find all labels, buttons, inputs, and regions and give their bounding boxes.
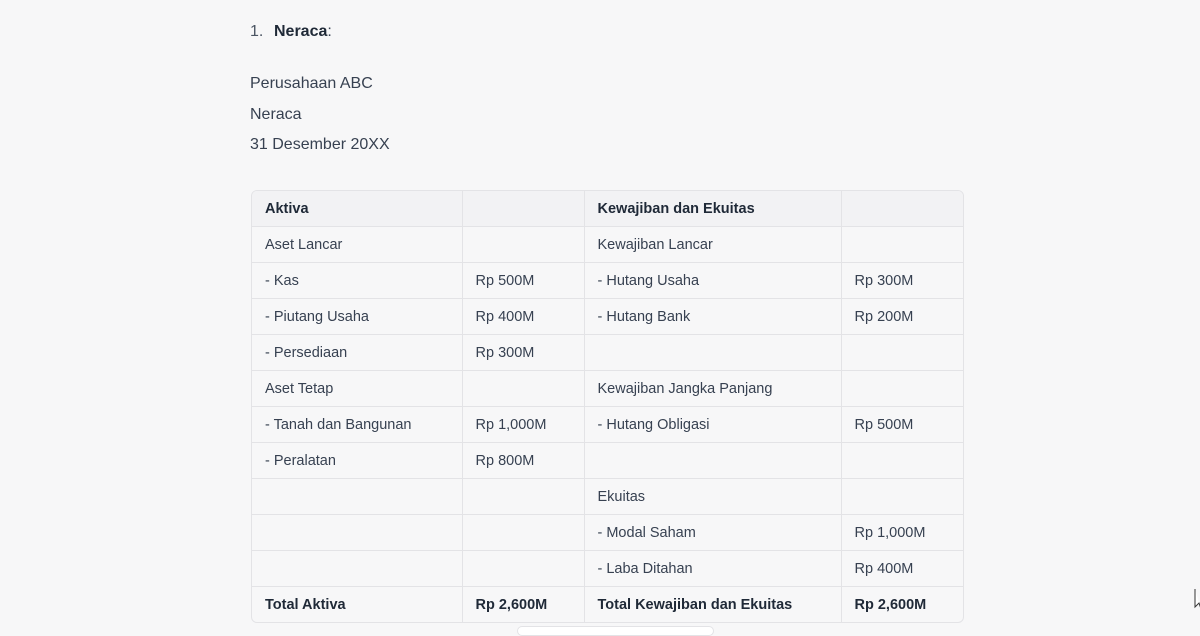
table-cell: - Hutang Usaha [584, 263, 841, 299]
list-number: 1. [250, 23, 264, 40]
table-cell: Rp 400M [841, 551, 963, 587]
table-cell [462, 227, 584, 263]
scroll-to-bottom-button[interactable] [517, 626, 714, 636]
table-cell: Kewajiban Lancar [584, 227, 841, 263]
report-date: 31 Desember 20XX [250, 136, 390, 153]
table-cell [462, 515, 584, 551]
document-header [250, 72, 390, 164]
table-row [252, 299, 963, 335]
header-cell [462, 191, 584, 227]
table-cell [462, 479, 584, 515]
header-cell [841, 191, 963, 227]
table-cell: Rp 1,000M [462, 407, 584, 443]
table-cell: Rp 2,600M [854, 596, 927, 613]
table-cell: - Kas [252, 263, 462, 299]
table-cell [841, 443, 963, 479]
table-row [252, 407, 963, 443]
table-cell: - Laba Ditahan [584, 551, 841, 587]
balance-sheet-table [252, 191, 963, 622]
table-row [252, 335, 963, 371]
table-cell: Rp 300M [841, 263, 963, 299]
table-cell: Rp 500M [462, 263, 584, 299]
table-cell [584, 335, 841, 371]
table-cell: - Hutang Obligasi [584, 407, 841, 443]
list-item-heading [250, 21, 332, 43]
table-cell: Aset Lancar [252, 227, 462, 263]
table-cell [252, 515, 462, 551]
table-cell [841, 227, 963, 263]
table-cell: - Modal Saham [584, 515, 841, 551]
table-cell: Rp 500M [841, 407, 963, 443]
table-row [252, 515, 963, 551]
table-row [252, 443, 963, 479]
table-cell: - Piutang Usaha [252, 299, 462, 335]
table-cell [841, 479, 963, 515]
table-cell: Ekuitas [584, 479, 841, 515]
table-cell: Total Aktiva [252, 587, 462, 623]
table-cell: Total Kewajiban dan Ekuitas [584, 587, 841, 623]
table-cell [584, 443, 841, 479]
report-name: Neraca [250, 105, 302, 123]
table-cell [252, 479, 462, 515]
section-title: Neraca [274, 23, 328, 40]
table-cell [252, 551, 462, 587]
table-cell: - Persediaan [252, 335, 462, 371]
table-total-row [252, 587, 963, 623]
balance-sheet-table-container [251, 190, 964, 623]
table-row [252, 551, 963, 587]
table-row [252, 227, 963, 263]
table-cell [841, 335, 963, 371]
table-cell: Rp 2,600M [462, 587, 584, 623]
table-cell: Rp 1,000M [841, 515, 963, 551]
table-cell [462, 551, 584, 587]
table-cell: - Tanah dan Bangunan [252, 407, 462, 443]
header-cell: Kewajiban dan Ekuitas [584, 191, 841, 227]
table-cell [841, 371, 963, 407]
table-row [252, 263, 963, 299]
table-header-row [252, 191, 963, 227]
company-name: Perusahaan ABC [250, 75, 373, 92]
section-title-suffix: : [327, 23, 332, 40]
table-cell: Rp 200M [841, 299, 963, 335]
table-row [252, 479, 963, 515]
table-cell [462, 371, 584, 407]
table-cell: Aset Tetap [252, 371, 462, 407]
table-cell: Rp 400M [462, 299, 584, 335]
header-cell: Aktiva [252, 191, 462, 227]
table-cell: - Peralatan [252, 443, 462, 479]
table-cell: - Hutang Bank [584, 299, 841, 335]
mouse-pointer-icon [1194, 588, 1200, 610]
table-cell: Rp 300M [462, 335, 584, 371]
table-cell: Kewajiban Jangka Panjang [584, 371, 841, 407]
table-cell: Rp 800M [462, 443, 584, 479]
table-row [252, 371, 963, 407]
